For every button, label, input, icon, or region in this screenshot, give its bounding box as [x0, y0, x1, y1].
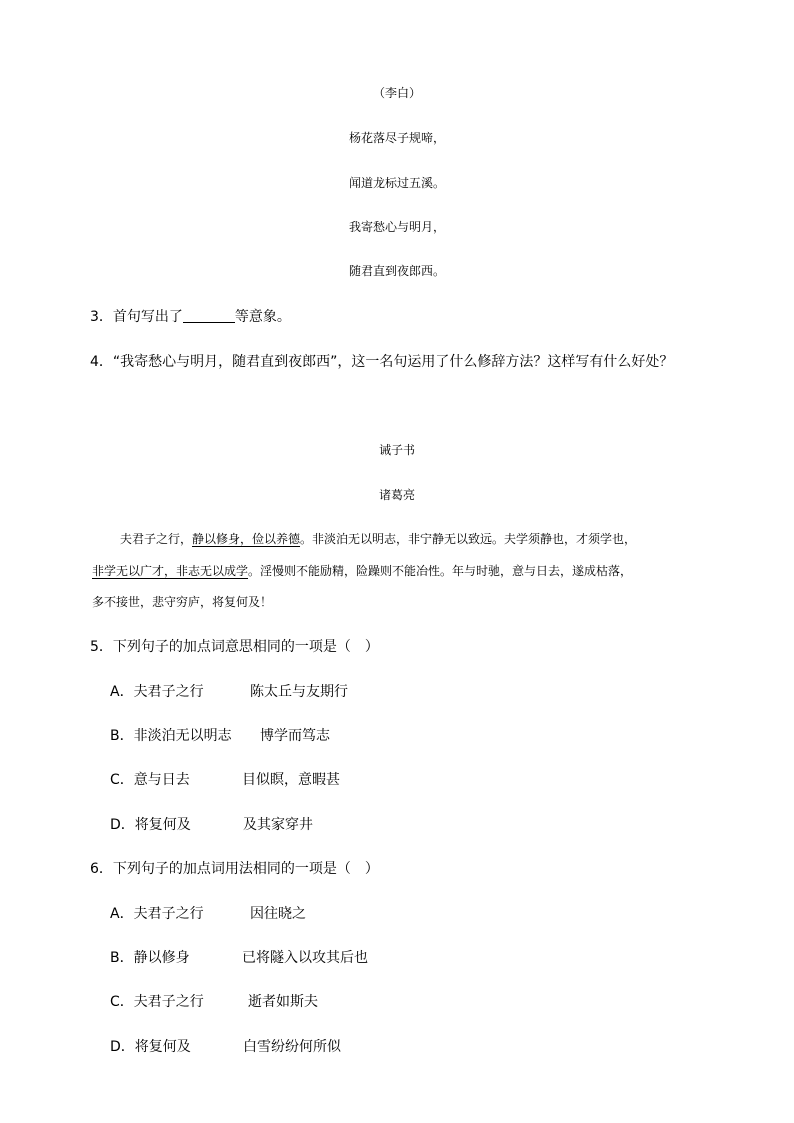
question-5-stem: 5．下列句子的加点词意思相同的一项是（ ）	[90, 639, 379, 655]
option-left: 意与日去	[133, 772, 190, 788]
option-letter: D．	[110, 817, 135, 833]
option-letter: B．	[110, 728, 134, 744]
underlined-text: 非学无以广才，非志无以成学	[92, 564, 249, 578]
passage-line-1	[120, 530, 636, 547]
passage-line-3: 多不接世，悲守穷庐，将复何及！	[92, 595, 273, 609]
question-4	[90, 351, 673, 371]
passage-title: 诫子书	[378, 443, 415, 457]
question-3-pre: 首句写出了	[112, 309, 183, 325]
option-left: 夫君子之行	[133, 994, 204, 1010]
option-right: 及其家穿井	[243, 817, 313, 833]
question-6-option-c[interactable]	[110, 991, 204, 1011]
option-right: 已将隧入以攻其后也	[242, 950, 368, 966]
question-4-number: 4．	[90, 354, 113, 370]
option-right: 白雪纷纷何所似	[243, 1039, 341, 1055]
poem-line-2: 闻道龙标过五溪。	[348, 176, 445, 190]
option-right: 因往晓之	[250, 906, 306, 922]
question-6-option-b[interactable]	[110, 947, 190, 967]
question-5-option-b[interactable]	[110, 725, 232, 745]
option-letter: A．	[110, 906, 134, 922]
option-letter: C．	[110, 994, 134, 1010]
underlined-text: 静以修身，俭以养德	[192, 532, 301, 546]
question-6-stem: 6．下列句子的加点词用法相同的一项是（ ）	[90, 861, 379, 877]
passage-line-2	[92, 562, 632, 579]
option-letter: D．	[110, 1039, 135, 1055]
option-right: 逝者如斯夫	[248, 994, 318, 1010]
poem-line-4: 随君直到夜郎西。	[348, 264, 445, 278]
option-left: 非淡泊无以明志	[133, 728, 232, 744]
question-3-number: 3．	[90, 309, 113, 325]
passage-author: 诸葛亮	[378, 488, 415, 502]
question-4-text: “我寄愁心与明月，随君直到夜郎西”，这一名句运用了什么修辞方法？这样写有什么好处？	[112, 354, 674, 370]
question-6-option-a[interactable]	[110, 903, 204, 923]
option-letter: B．	[110, 950, 134, 966]
option-left: 夫君子之行	[133, 684, 204, 700]
option-left: 将复何及	[134, 817, 191, 833]
option-left: 夫君子之行	[133, 906, 204, 922]
option-right: 博学而笃志	[260, 728, 330, 744]
question-3-post: 等意象。	[234, 309, 291, 325]
passage-text: 夫君子之行，	[120, 532, 193, 546]
option-letter: C．	[110, 772, 134, 788]
option-left: 将复何及	[134, 1039, 191, 1055]
option-right: 目似瞑，意暇甚	[242, 772, 340, 788]
option-letter: A．	[110, 684, 134, 700]
option-right: 陈太丘与友期行	[250, 684, 348, 700]
poem-line-1: 杨花落尽子规啼，	[348, 131, 445, 145]
option-left: 静以修身	[133, 950, 190, 966]
passage-text: 。淫慢则不能励精，险躁则不能冶性。年与时驰，意与日去，遂成枯落，	[248, 564, 633, 578]
question-5-option-d[interactable]	[110, 814, 191, 834]
poem-line-3: 我寄愁心与明月，	[348, 220, 445, 234]
poem-author: （李白）	[372, 86, 421, 100]
question-3	[90, 306, 291, 326]
passage-text: 。非淡泊无以明志，非宁静无以致远。夫学须静也，才须学也，	[300, 532, 637, 546]
answer-blank	[183, 308, 235, 323]
question-5-option-c[interactable]	[110, 769, 190, 789]
question-6-option-d[interactable]	[110, 1036, 191, 1056]
question-5-option-a[interactable]	[110, 681, 204, 701]
